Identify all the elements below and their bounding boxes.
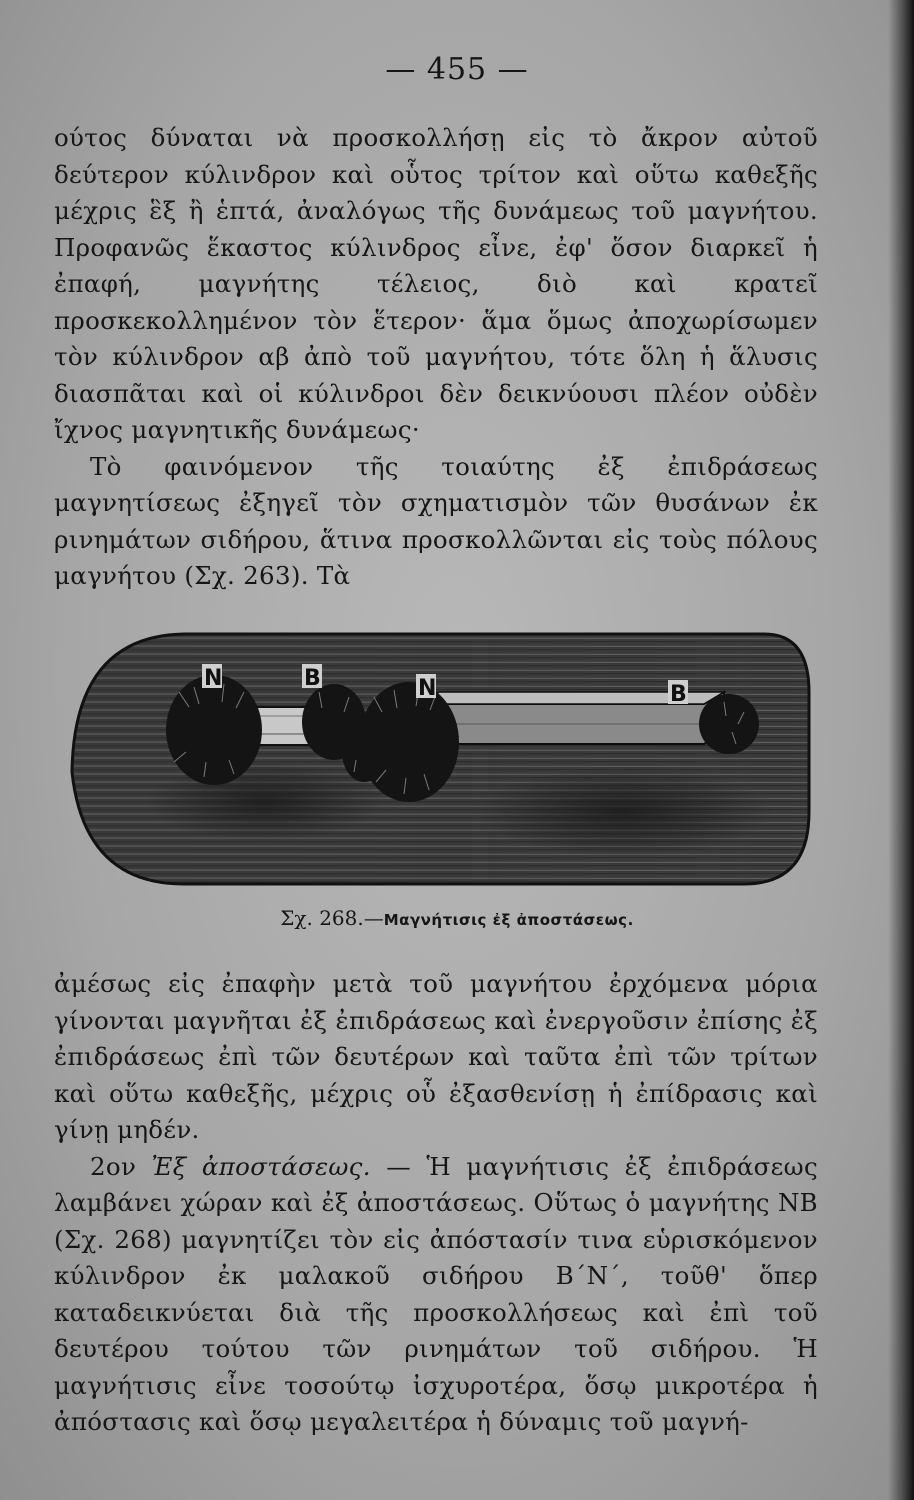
paragraph — [54, 1149, 818, 1441]
figure-caption — [0, 906, 914, 930]
page-edge-shadow — [888, 0, 914, 1500]
section-heading: Ἐξ ἀποστάσεως. — [151, 1151, 371, 1181]
paragraph: Τὸ φαινόμενον τῆς τοιαύτης ἐξ ἐπιδράσεως μαγνητίσεως ἐξηγεῖ τὸν σχηματισμὸν τῶν θυσάνων ἐκ ρινημάτων σιδήρου, ἅτινα προσκολλῶνται εἰς τοὺς πόλους μαγνήτου (Σχ. 263). Τὰ — [54, 451, 818, 590]
pole-label-n2: N — [418, 676, 437, 701]
paragraph: ούτος δύναται νὰ προσκολλήσῃ εἰς τὸ ἄκρον αὐτοῦ δεύτερον κύλινδρον καὶ οὗτος τρίτον καὶ οὕτω καθεξῆς μέχρις ἓξ ἢ ἑπτά, ἀναλόγως τῆς δυνάμεως τοῦ μαγνήτου. Προφανῶς ἕκαστος κύλινδρος εἶνε, ἐφ' ὅσον διαρκεῖ ἡ ἐπαφή, μαγνήτης τέλειος, διὸ καὶ κρατεῖ προσκεκολλημένον τὸν ἕτερον· ἅμα ὅμως ἀποχωρίσωμεν τὸν κύλινδρον αβ ἀπὸ τοῦ μαγνήτου, τότε ὅλη ἡ ἅλυσις διασπᾶται καὶ οἱ κύλινδροι δὲν δεικνύουσι πλέον οὐδὲν ἴχνος μαγνητικῆς δυνάμεως· — [54, 123, 818, 444]
pole-label-n1: N — [204, 666, 223, 691]
paragraph: ἀμέσως εἰς ἐπαφὴν μετὰ τοῦ μαγνήτου ἐρχόμενα μόρια γίνονται μαγνῆται ἐξ ἐπιδράσεως καὶ ἐνεργοῦσιν ἐπίσης ἐξ ἐπιδράσεως ἐπὶ τῶν δευτέρων καὶ ταῦτα ἐπὶ τῶν τρίτων καὶ οὕτω καθεξῆς, μέχρις οὗ ἐξασθενίσῃ ἡ ἐπίδρασις καὶ γίνῃ μηδέν. — [54, 969, 818, 1144]
caption-title: Μαγνήτισις ἐξ ἀποστάσεως. — [383, 911, 634, 929]
body-text-bottom — [54, 966, 818, 1441]
body-text-top — [54, 120, 818, 595]
pole-label-b1: B — [304, 666, 321, 691]
pole-label-b2: B — [670, 682, 687, 707]
magnet-figure — [64, 612, 824, 902]
page-number: — 455 — — [385, 52, 529, 87]
paragraph-text: — Ἡ μαγνήτισις ἐξ ἐπιδράσεως λαμβάνει χώραν καὶ ἐξ ἀποστάσεως. Οὕτως ὁ μαγνήτης ΝΒ (Σχ. 268) μαγνητίζει τὸν εἰς ἀπόστασίν τινα εὑρισκόμενον κύλινδρον ἐκ μαλακοῦ σιδήρου Β΄Ν΄, τοῦθ' ὅπερ καταδεικνύεται διὰ τῆς προσκολλήσεως καὶ ἐπὶ τοῦ δευτέρου τούτου τῶν ρινημάτων τοῦ σιδήρου. Ἡ μαγνήτισις εἶνε τοσούτῳ ἰσχυροτέρα, ὅσῳ μικροτέρα ἡ ἀπόστασις καὶ ὅσῳ μεγαλειτέρα ἡ δύναμις τοῦ μαγνή- — [54, 1151, 818, 1436]
caption-number: Σχ. 268.— — [280, 906, 384, 930]
section-number: 2ον — [90, 1151, 152, 1181]
